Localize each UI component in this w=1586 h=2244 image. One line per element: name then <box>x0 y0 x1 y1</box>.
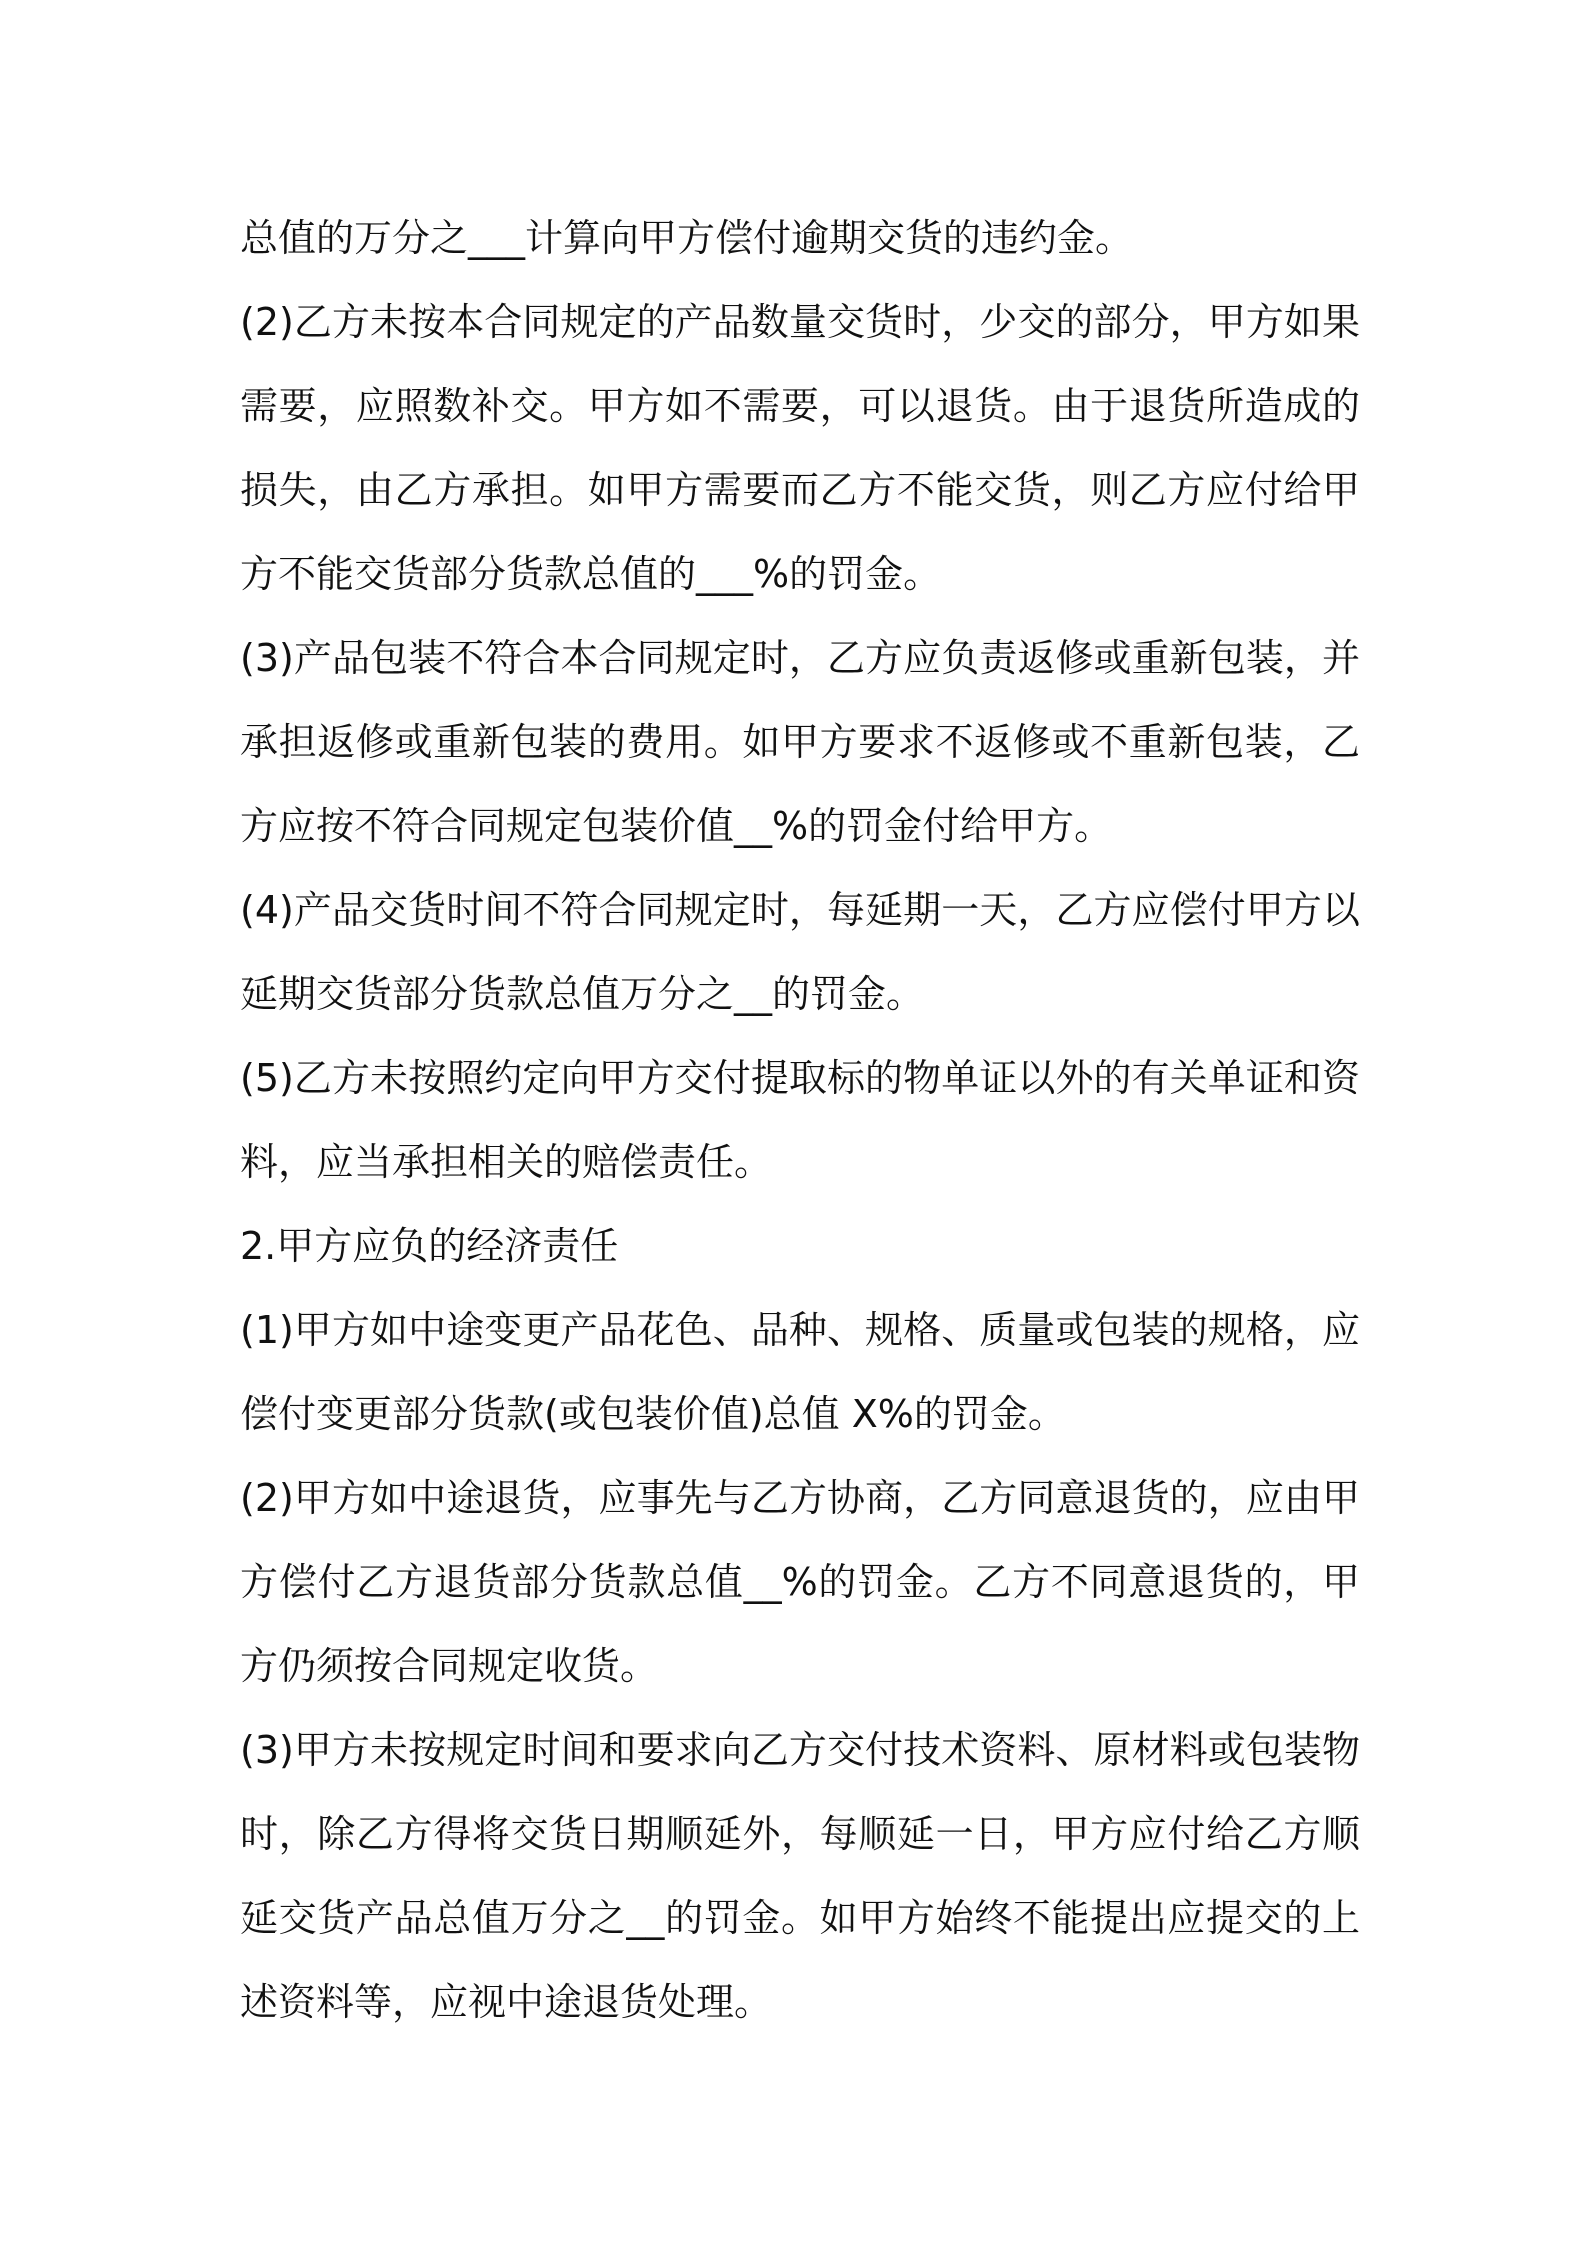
paragraph-seller-documents: (5)乙方未按照约定向甲方交付提取标的物单证以外的有关单证和资料，应当承担相关的赔偿责任。 <box>240 1056 1360 1184</box>
paragraph-buyer-late-materials: (3)甲方未按规定时间和要求向乙方交付技术资料、原材料或包装物时，除乙方得将交货日期顺延外，每顺延一日，甲方应付给乙方顺延交货产品总值万分之__的罚金。如甲方始终不能提出应提交的上述资料等，应视中途退货处理。 <box>240 1728 1360 2024</box>
section-heading-buyer-liability: 2.甲方应负的经济责任 <box>240 1224 619 1268</box>
paragraph-seller-packaging: (3)产品包装不符合本合同规定时，乙方应负责返修或重新包装，并承担返修或重新包装的费用。如甲方要求不返修或不重新包装，乙方应按不符合同规定包装价值__%的罚金付给甲方。 <box>240 636 1360 848</box>
document-body <box>240 196 1360 2044</box>
paragraph-penalty-late-delivery-tail: 总值的万分之___计算向甲方偿付逾期交货的违约金。 <box>240 216 1134 260</box>
paragraph-buyer-change-spec: (1)甲方如中途变更产品花色、品种、规格、质量或包装的规格，应偿付变更部分货款(或包装价值)总值 X%的罚金。 <box>240 1308 1360 1436</box>
paragraph-seller-quantity-shortfall: (2)乙方未按本合同规定的产品数量交货时，少交的部分，甲方如果需要，应照数补交。甲方如不需要，可以退货。由于退货所造成的损失，由乙方承担。如甲方需要而乙方不能交货，则乙方应付给甲方不能交货部分货款总值的___%的罚金。 <box>240 300 1360 596</box>
paragraph-seller-delivery-time: (4)产品交货时间不符合同规定时，每延期一天，乙方应偿付甲方以延期交货部分货款总值万分之__的罚金。 <box>240 888 1360 1016</box>
paragraph-buyer-return-goods: (2)甲方如中途退货，应事先与乙方协商，乙方同意退货的，应由甲方偿付乙方退货部分货款总值__%的罚金。乙方不同意退货的，甲方仍须按合同规定收货。 <box>240 1476 1360 1688</box>
